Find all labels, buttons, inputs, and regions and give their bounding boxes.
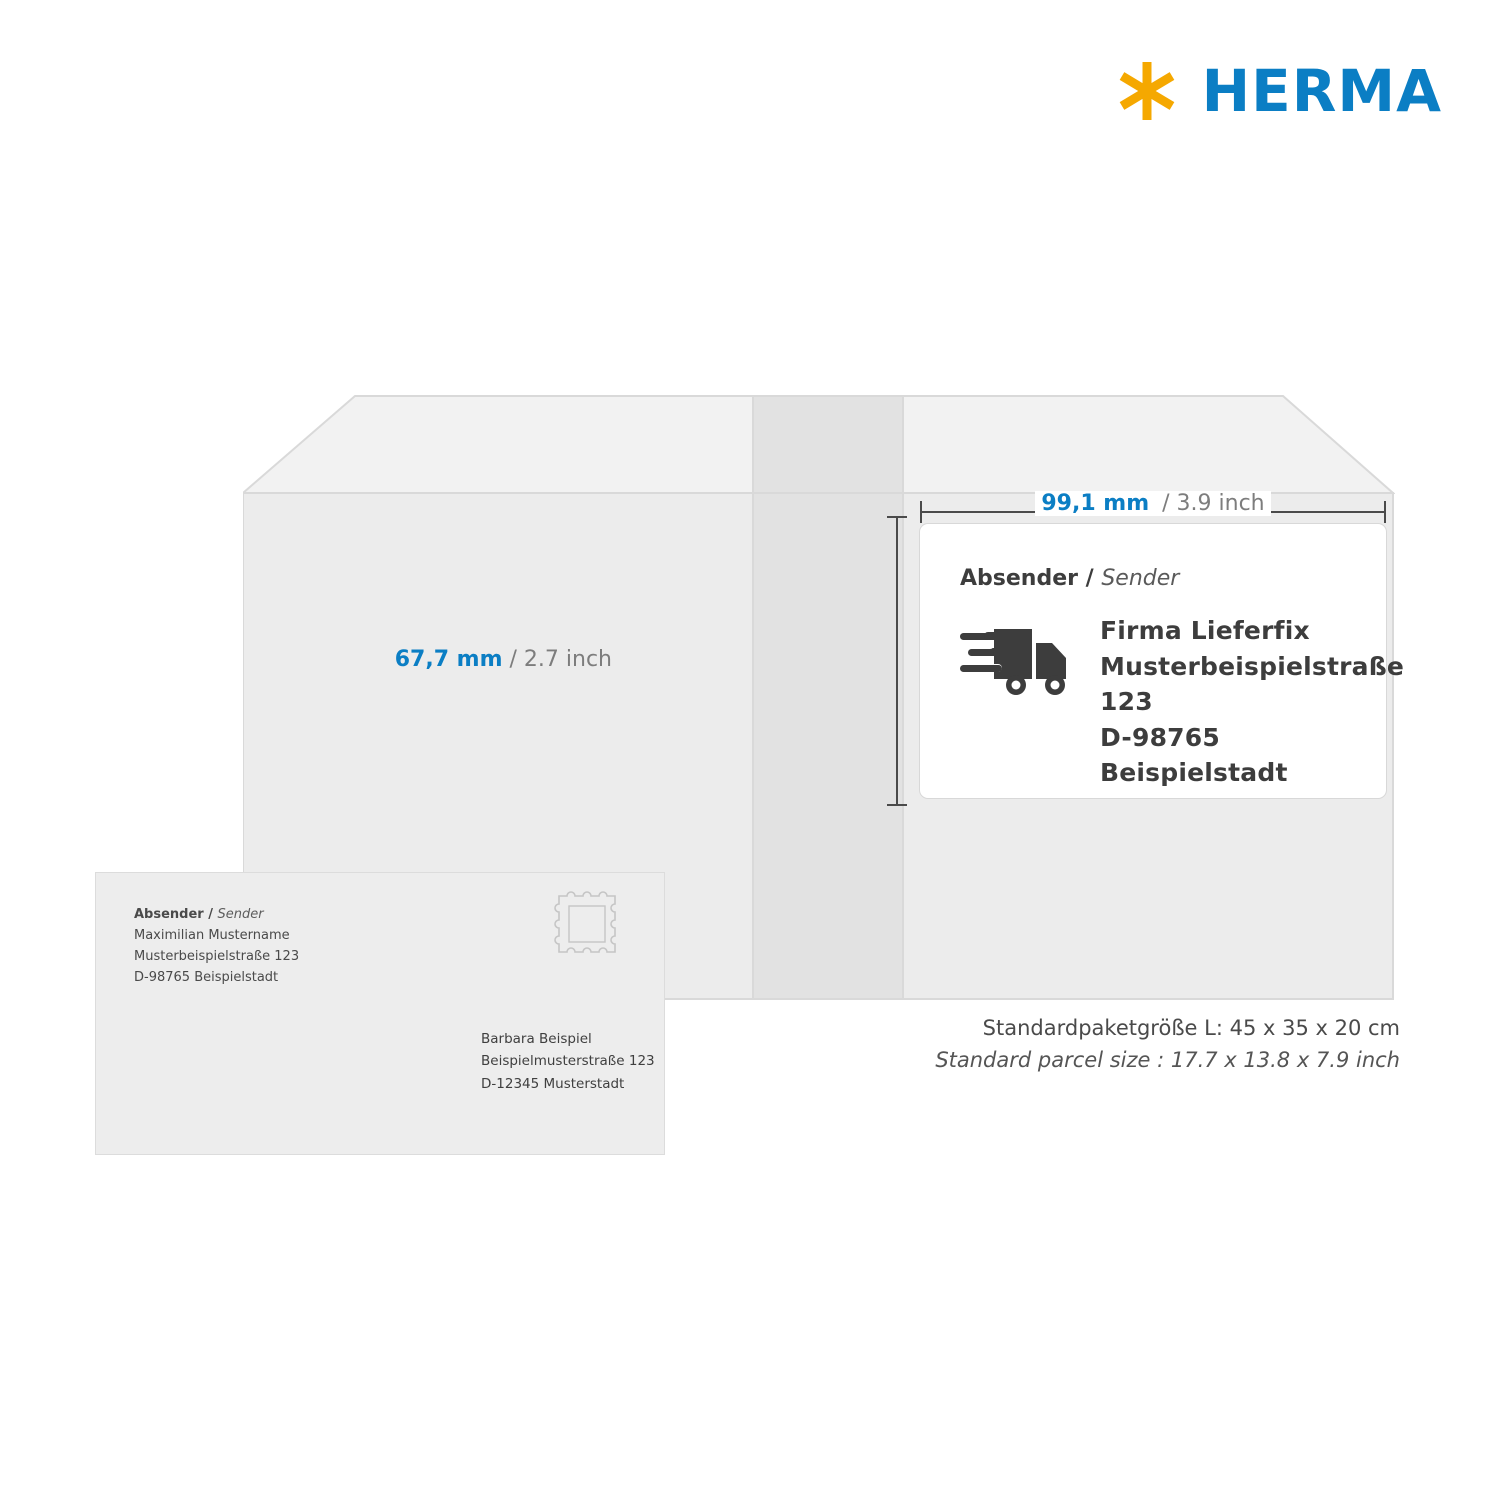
height-dimension: [886, 515, 908, 807]
envelope-illustration: [95, 872, 665, 1155]
postage-stamp-icon: [554, 891, 620, 957]
sender-separator: /: [203, 907, 218, 922]
delivery-truck-icon: [960, 619, 1078, 703]
address-line: D-98765 Beispielstadt: [1100, 722, 1288, 787]
shipping-label-address: [1100, 613, 1404, 791]
parcel-size-caption: [700, 1013, 1400, 1076]
envelope-recipient-line: Beispielmusterstraße 123: [481, 1053, 655, 1070]
herma-logo: [1114, 58, 1442, 124]
envelope-recipient-block: [481, 1028, 655, 1095]
caption-line-de: Standardpaketgröße L: 45 x 35 x 20 cm: [982, 1016, 1400, 1040]
sender-de: Absender: [960, 566, 1078, 591]
envelope-sender-heading: [134, 904, 299, 925]
caption-line-en: Standard parcel size : 17.7 x 13.8 x 7.9 inch: [935, 1047, 1400, 1072]
envelope-sender-line: Maximilian Mustername: [134, 928, 290, 944]
envelope-sender-block: [134, 904, 299, 988]
height-value: 67,7 mm: [394, 647, 503, 672]
shipping-label-sender-heading: [960, 566, 1386, 591]
height-dimension-label: [395, 647, 612, 672]
width-value-alt: / 3.9 inch: [1155, 491, 1270, 516]
envelope-sender-line: D-98765 Beispielstadt: [134, 970, 279, 986]
width-dimension: [919, 492, 1387, 520]
shipping-label-body: [960, 613, 1405, 791]
asterisk-icon: [1114, 58, 1180, 124]
envelope-recipient-line: Barbara Beispiel: [481, 1031, 592, 1047]
height-value-alt: / 2.7 inch: [502, 647, 612, 672]
sender-en: Sender: [217, 907, 264, 922]
envelope-sender-line: Musterbeispielstraße 123: [134, 949, 300, 965]
address-line: Firma Lieferfix: [1100, 616, 1310, 645]
width-value: 99,1 mm: [1035, 491, 1155, 516]
sender-en: Sender: [1101, 566, 1180, 591]
width-dimension-label: [919, 492, 1387, 516]
shipping-label: [919, 523, 1405, 799]
address-line: Musterbeispielstraße 123: [1100, 651, 1405, 716]
sender-separator: /: [1077, 566, 1102, 591]
envelope-recipient-line: D-12345 Musterstadt: [481, 1075, 625, 1092]
brand-name: HERMA: [1201, 57, 1442, 125]
sender-de: Absender: [134, 907, 204, 922]
